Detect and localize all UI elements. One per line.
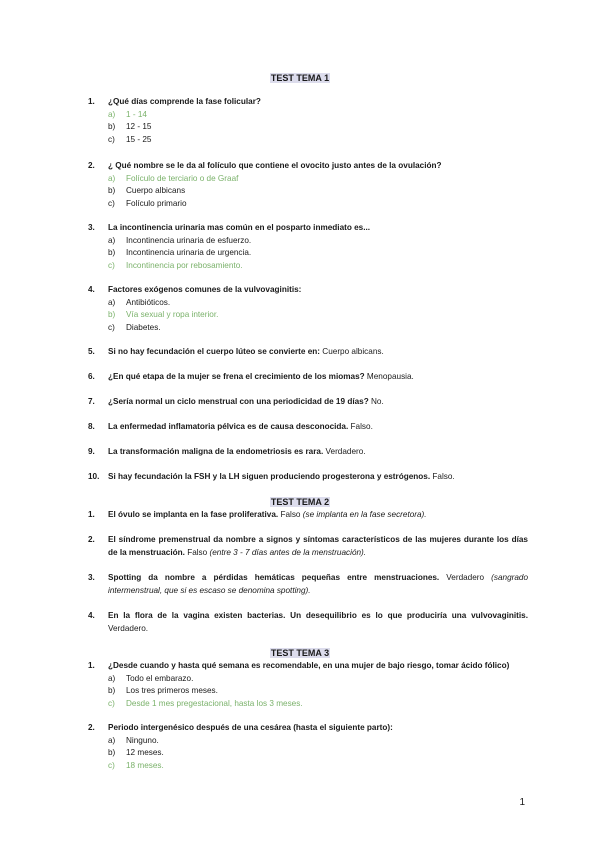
question-item: 2. Periodo intergenésico después de una cesárea (hasta el siguiente parto): a) Ninguno. b) 12 meses. c) 18 meses. (88, 722, 528, 772)
answer: Verdadero (446, 573, 485, 582)
option-correct: c) Incontinencia por rebosamiento. (108, 260, 243, 270)
question-item: 1. ¿Qué días comprende la fase folicular? a) 1 - 14 b) 12 - 15 c) 15 - 25 (88, 96, 528, 146)
option: c) Folículo primario (108, 198, 187, 208)
answer: Falso. (432, 472, 455, 481)
question-item: 6. ¿En qué etapa de la mujer se frena el crecimiento de los miomas? Menopausia. (88, 372, 414, 381)
option-correct: a) 1 - 14 (108, 109, 147, 119)
option: b) Los tres primeros meses. (108, 686, 218, 695)
options-list (88, 109, 528, 147)
question-item: 8. La enfermedad inflamatoria pélvica es de causa desconocida. Falso. (88, 422, 373, 431)
answer-note: (sangrado intermenstrual, que si es escaso se denomina spotting). (108, 573, 529, 595)
answer: Menopausia. (366, 372, 414, 381)
question-item: 2. ¿ Qué nombre se le da al folículo que contiene el ovocito justo antes de la ovulación? a) Folículo de terciario o de Graaf b) Cuerpo albicans c) Folículo primario (88, 160, 528, 210)
section-title: TEST TEMA 1 (270, 73, 330, 83)
answer: Verdadero. (325, 447, 366, 456)
question-item: 3. La incontinencia urinaria mas común en el posparto inmediato es... a) Incontinencia urinaria de esfuerzo. b) Incontinencia urinaria de urgencia. c) Incontinencia por rebosamiento. (88, 222, 528, 272)
section-title: TEST TEMA 2 (270, 497, 330, 507)
answer: Falso (187, 547, 208, 557)
option-correct: a) Folículo de terciario o de Graaf (108, 173, 239, 183)
question-item: 1. El óvulo se implanta en la fase proliferativa. Falso (se implanta en la fase secretora). (88, 510, 427, 519)
option: a) Incontinencia urinaria de esfuerzo. (108, 235, 252, 245)
question-item: 2. El síndrome premenstrual da nombre a signos y síntomas característicos de las mujeres durante los días de la menstruación. Falso (entre 3 - 7 días antes de la menstruación). (88, 535, 528, 557)
option-correct: c) 18 meses. (108, 760, 164, 770)
page-number: 1 (519, 797, 525, 808)
option: b) 12 - 15 (108, 122, 152, 131)
answer: Cuerpo albicans. (322, 347, 384, 356)
option-correct: b) Vía sexual y ropa interior. (108, 310, 219, 319)
option: a) Todo el embarazo. (108, 673, 194, 683)
option-correct: c) Desde 1 mes pregestacional, hasta los 3 meses. (108, 698, 303, 708)
answer-note: (se implanta en la fase secretora). (302, 510, 427, 519)
answer-note: (entre 3 - 7 días antes de la menstruación). (209, 547, 367, 557)
option: c) 15 - 25 (108, 134, 152, 144)
question-item: 9. La transformación maligna de la endometriosis es rara. Verdadero. (88, 447, 366, 456)
option: b) Incontinencia urinaria de urgencia. (108, 248, 252, 257)
question-item: 3. Spotting da nombre a pérdidas hemáticas pequeñas entre menstruaciones. Verdadero (sangrado intermenstrual, que si es escaso se denomina spotting). (88, 573, 529, 595)
answer: Falso (280, 510, 301, 519)
option: b) 12 meses. (108, 748, 164, 757)
section-title: TEST TEMA 3 (270, 648, 330, 658)
option: c) Diabetes. (108, 322, 161, 332)
question-item: 7. ¿Sería normal un ciclo menstrual con una periodicidad de 19 días? No. (88, 397, 384, 406)
answer: Falso. (350, 422, 373, 431)
answer: No. (370, 397, 384, 406)
option: a) Ninguno. (108, 735, 159, 745)
question-item: 10. Si hay fecundación la FSH y la LH siguen produciendo progesterona y estrógenos. Falso. (88, 472, 455, 481)
question-item: 5. Si no hay fecundación el cuerpo lúteo se convierte en: Cuerpo albicans. (88, 347, 384, 356)
answer: Verdadero. (108, 623, 149, 633)
question-item: 1. ¿Desde cuando y hasta qué semana es recomendable, en una mujer de bajo riesgo, tomar ácido fólico) a) Todo el embarazo. b) Los tres primeros meses. c) Desde 1 mes pregestacional, hasta los 3 meses. (88, 660, 528, 710)
option: a) Antibióticos. (108, 297, 171, 307)
question-item: 4. En la flora de la vagina existen bacterias. Un desequilibrio es lo que produciría una vulvovaginitis. Verdadero. (88, 611, 528, 633)
option: b) Cuerpo albicans (108, 186, 186, 195)
question-item: 4. Factores exógenos comunes de la vulvovaginitis: a) Antibióticos. b) Vía sexual y ropa interior. c) Diabetes. (88, 284, 528, 334)
